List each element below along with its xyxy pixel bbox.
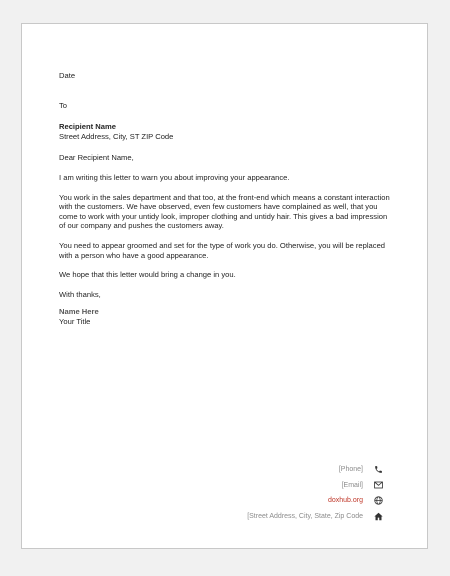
salutation: Dear Recipient Name, (59, 153, 134, 163)
phone-icon (371, 465, 385, 474)
paragraph-3: You need to appear groomed and set for the type of work you do. Otherwise, you will be replaced with a person who have a good appearance. (59, 240, 386, 260)
contact-email: [Email] (341, 481, 363, 489)
recipient-name: Recipient Name (59, 122, 116, 132)
paragraph-1: I am writing this letter to warn you about improving your appearance. (59, 172, 290, 182)
contact-block (247, 462, 385, 524)
contact-email-row (247, 478, 385, 494)
sender-title: Your Title (59, 316, 91, 326)
to-line: To (59, 100, 68, 110)
closing: With thanks, (59, 289, 101, 299)
email-icon (371, 481, 385, 489)
contact-phone: [Phone] (338, 466, 363, 474)
contact-phone-row (247, 462, 385, 478)
home-icon (371, 512, 385, 521)
letter-body (59, 71, 395, 327)
sender-name: Name Here (59, 307, 99, 317)
paragraph-4: We hope that this letter would bring a change in you. (59, 270, 236, 280)
contact-website[interactable]: doxhub.org (327, 497, 363, 505)
paragraph-2: You work in the sales department and that too, at the front-end which means a constant interaction with the customers. We have observed, even few customers have complained as well, that you come to work with your untidy look, improper clothing and untidy hair. This gives a bad impression of our company and pushes the customers away. (59, 192, 390, 231)
contact-address-row (247, 509, 385, 525)
date-line: Date (59, 71, 76, 80)
globe-icon (371, 496, 385, 505)
recipient-address: Street Address, City, ST ZIP Code (59, 131, 174, 141)
contact-address: [Street Address, City, State, Zip Code (247, 512, 363, 520)
letter-page (21, 23, 428, 549)
contact-website-row (247, 493, 385, 509)
